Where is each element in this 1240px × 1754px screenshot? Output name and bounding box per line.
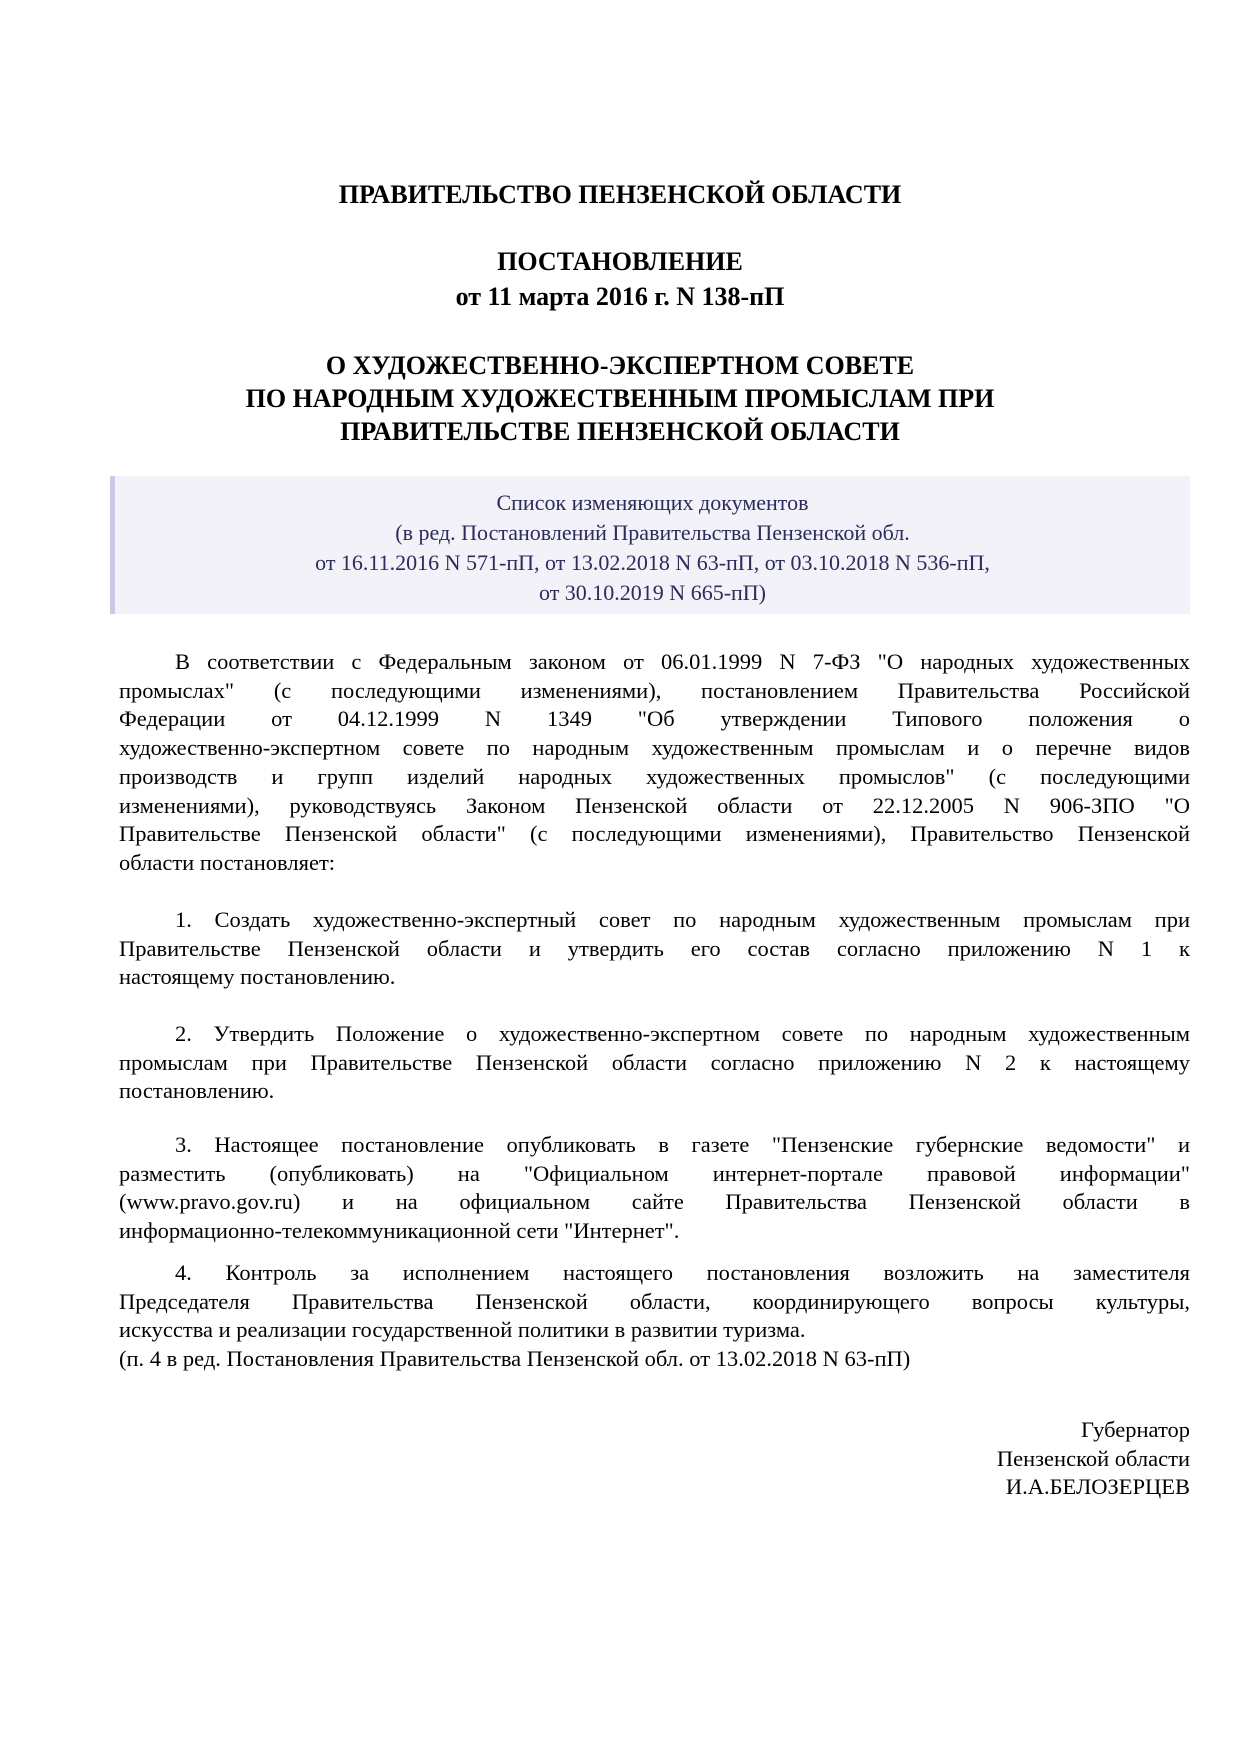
- paragraph-line: 1. Создать художественно-экспертный совет по народным художественным промыслам при: [175, 907, 1190, 932]
- paragraph-line: 4. Контроль за исполнением настоящего постановления возложить на заместителя: [175, 1260, 1190, 1285]
- paragraph-line: области постановляет:: [119, 849, 336, 875]
- signature-position: Губернатор: [1081, 1417, 1190, 1442]
- paragraph-line: промыслах" (с последующими изменениями), постановлением Правительства Российской: [119, 677, 1190, 703]
- paragraph-3: [119, 1020, 1190, 1106]
- signature-block: [997, 1416, 1190, 1502]
- amendments-line: от 16.11.2016 N 571-пП, от 13.02.2018 N 63-пП, от 03.10.2018 N 536-пП,: [315, 550, 990, 575]
- paragraph-line: информационно-телекоммуникационной сети "Интернет".: [119, 1218, 680, 1244]
- amendments-box: [110, 476, 1190, 614]
- paragraph-line: искусства и реализации государственной политики в развитии туризма.: [119, 1317, 806, 1343]
- paragraph-line: промыслам при Правительстве Пензенской области согласно приложению N 2 к настоящему: [119, 1049, 1190, 1075]
- document-title-line-2: ПО НАРОДНЫМ ХУДОЖЕСТВЕННЫМ ПРОМЫСЛАМ ПРИ: [245, 384, 995, 413]
- paragraph-5: [119, 1259, 1190, 1345]
- paragraph-2: [119, 906, 1190, 992]
- paragraph-line: Правительстве Пензенской области и утвердить его состав согласно приложению N 1 к: [119, 935, 1190, 961]
- amendments-line: (в ред. Постановлений Правительства Пензенской обл.: [395, 520, 910, 545]
- paragraph-line: разместить (опубликовать) на "Официальном интернет-портале правовой информации": [119, 1160, 1190, 1186]
- paragraph-line: 2. Утвердить Положение о художественно-экспертном совете по народным художественным: [175, 1021, 1190, 1046]
- paragraph-line: постановлению.: [119, 1078, 275, 1104]
- signature-name: И.А.БЕЛОЗЕРЦЕВ: [1005, 1474, 1190, 1500]
- document-type: ПОСТАНОВЛЕНИЕ: [497, 247, 743, 276]
- government-name: ПРАВИТЕЛЬСТВО ПЕНЗЕНСКОЙ ОБЛАСТИ: [338, 180, 902, 209]
- paragraph-line: Председателя Правительства Пензенской области, координирующего вопросы культуры,: [119, 1288, 1190, 1314]
- amendment-note: (п. 4 в ред. Постановления Правительства Пензенской обл. от 13.02.2018 N 63-пП): [119, 1346, 911, 1371]
- signature-region: Пензенской области: [996, 1445, 1190, 1471]
- paragraph-line: настоящему постановлению.: [119, 964, 396, 990]
- paragraph-line: изменениями), руководствуясь Законом Пензенской области от 22.12.2005 N 906-ЗПО "О: [119, 792, 1190, 818]
- amendments-heading: Список изменяющих документов: [496, 490, 809, 515]
- paragraph-line: 3. Настоящее постановление опубликовать в газете "Пензенские губернские ведомости" и: [175, 1132, 1190, 1157]
- paragraph-4: [119, 1131, 1190, 1246]
- paragraph-line: В соответствии с Федеральным законом от 06.01.1999 N 7-ФЗ "О народных художественных: [175, 649, 1190, 674]
- paragraph-line: Федерации от 04.12.1999 N 1349 "Об утверждении Типового положения о: [119, 706, 1190, 732]
- paragraph-line: (www.pravo.gov.ru) и на официальном сайте Правительства Пензенской области в: [119, 1189, 1190, 1215]
- paragraph-1: [119, 648, 1190, 878]
- paragraph-line: художественно-экспертном совете по народным художественным промыслам и о перечне видов: [119, 735, 1190, 761]
- document-date-number: от 11 марта 2016 г. N 138-пП: [455, 282, 785, 311]
- document-title-line-3: ПРАВИТЕЛЬСТВЕ ПЕНЗЕНСКОЙ ОБЛАСТИ: [340, 417, 900, 446]
- document-title-line-1: О ХУДОЖЕСТВЕННО-ЭКСПЕРТНОМ СОВЕТЕ: [325, 351, 915, 380]
- paragraph-line: Правительстве Пензенской области" (с последующими изменениями), Правительство Пензенской: [119, 821, 1190, 847]
- amendments-line: от 30.10.2019 N 665-пП): [538, 580, 767, 605]
- paragraph-line: производств и групп изделий народных художественных промыслов" (с последующими: [119, 763, 1190, 789]
